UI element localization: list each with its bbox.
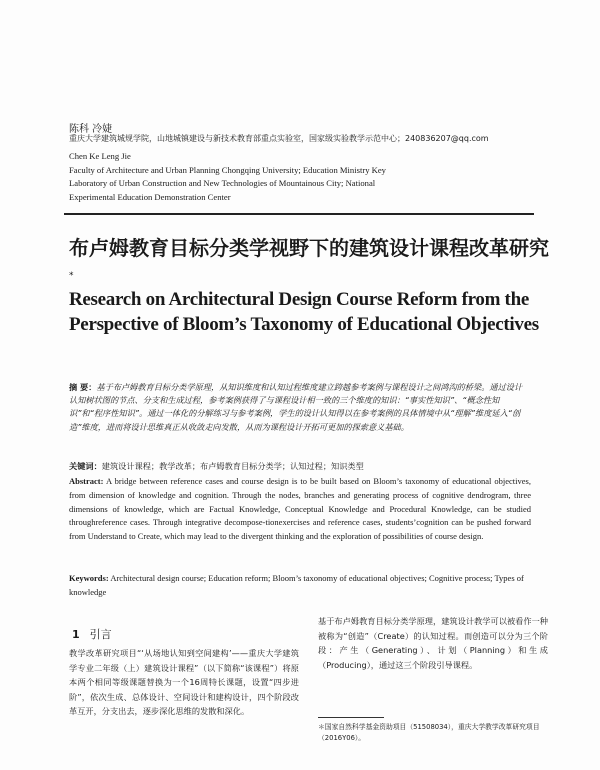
section-number: 1 (72, 628, 80, 641)
title-cn-footnote-mark: * (69, 271, 74, 281)
affiliation-en-line: Experimental Education Demonstration Center (69, 191, 231, 202)
title-en-line2: Perspective of Bloom’s Taxonomy of Educational Objectives (69, 314, 539, 335)
keywords-cn-text: 建筑设计课程；教学改革；布卢姆教育目标分类学；认知过程；知识类型 (101, 461, 364, 471)
body-left-column: 教学改革研究项目“‘从场地认知到空间建构’——重庆大学建筑学专业二年级（上）建筑设计课程”（以下简称“该课程”）将原本两个相同等级课题替换为一个16周特长课题，设置“四步进阶”，依次生成、总体设计、空间设计和建构设计，四个阶段改革互开，分支出去，逐步深化思维的发散和深化。 (69, 648, 299, 716)
abstract-en-text: A bridge between reference cases and course design is to be built based on Bloom’s taxonomy of educational objectives, from dimension of knowledge and cognition. Through the nodes, branches and generating process of cognitive dendrogram, three dimensions of knowledge, which are Factual Knowledge, Conceptual Knowledge and Procedural Knowledge, can be studied throughreference cases. Through integrative decompose-tionexercises and reference cases, students’cognition can be pushed forward from Understand to Create, which may lead to the divergent thinking and the exploration of possibilities of course design. (69, 476, 531, 542)
section-heading (72, 626, 112, 642)
keywords-en (69, 572, 531, 600)
author-info-en (69, 150, 386, 204)
affiliation-cn: 重庆大学建筑城规学院，山地城镇建设与新技术教育部重点实验室，国家级实验教学示范中心；240836207@qq.com (69, 134, 489, 143)
title-cn-text: 布卢姆教育目标分类学视野下的建筑设计课程改革研究 (69, 236, 549, 260)
title-cn (69, 234, 549, 290)
keywords-en-text: Architectural design course; Education reform; Bloom’s taxonomy of educational objectives; Cognitive process; Types of knowledge (69, 573, 524, 597)
abstract-cn-text: 基于布卢姆教育目标分类学原理，从知识维度和认知过程维度建立跨越参考案例与课程设计之间鸿沟的桥梁。通过设计认知树状图的节点、分支和生成过程，参考案例获得了与课程设计相一致的三个维度的知识：“事实性知识”、“概念性知识”和“程序性知识”。通过一体化的分解练习与参考案例，学生的设计认知得以在参考案例的具体情境中从“理解”维度延入“创造”维度，进而将设计思维真正从收敛走向发散，从而为课程设计开拓可更加的探索意义基础。 (69, 382, 523, 432)
abstract-en (69, 475, 531, 544)
keywords-cn-label: 关键词： (69, 461, 102, 471)
affiliation-en-line: Laboratory of Urban Construction and New Technologies of Mountainous City; National (69, 178, 376, 188)
title-en (69, 287, 549, 337)
affiliation-en-line: Faculty of Architecture and Urban Planning Chongqing University; Education Ministry Key (69, 164, 386, 175)
title-en-line1: Research on Architectural Design Course Reform from the (69, 289, 529, 310)
body-right-column: 基于布卢姆教育目标分类学原理，建筑设计教学可以被看作一种被称为“创造”（Create）的认知过程。而创造可以分为三个阶段：产生（Generating）、计划（Planning）和生成（Producing），通过这三个阶段引导课程。 (318, 616, 548, 670)
abstract-en-label: Abstract: (69, 476, 104, 486)
header-rule (64, 213, 534, 215)
keywords-en-label: Keywords: (69, 573, 109, 583)
abstract-cn-label: 摘 要： (69, 382, 97, 392)
abstract-cn (69, 381, 529, 434)
keywords-cn (69, 461, 529, 472)
footnote-rule (318, 717, 384, 718)
authors-en: Chen Ke Leng Jie (69, 151, 131, 161)
authors-cn: 陈科 冷婕 (69, 124, 113, 135)
footnote: ＊国家自然科学基金资助项目（51508034），重庆大学教学改革研究项目（2016Y06）。 (318, 723, 540, 742)
section-title: 引言 (89, 628, 112, 641)
